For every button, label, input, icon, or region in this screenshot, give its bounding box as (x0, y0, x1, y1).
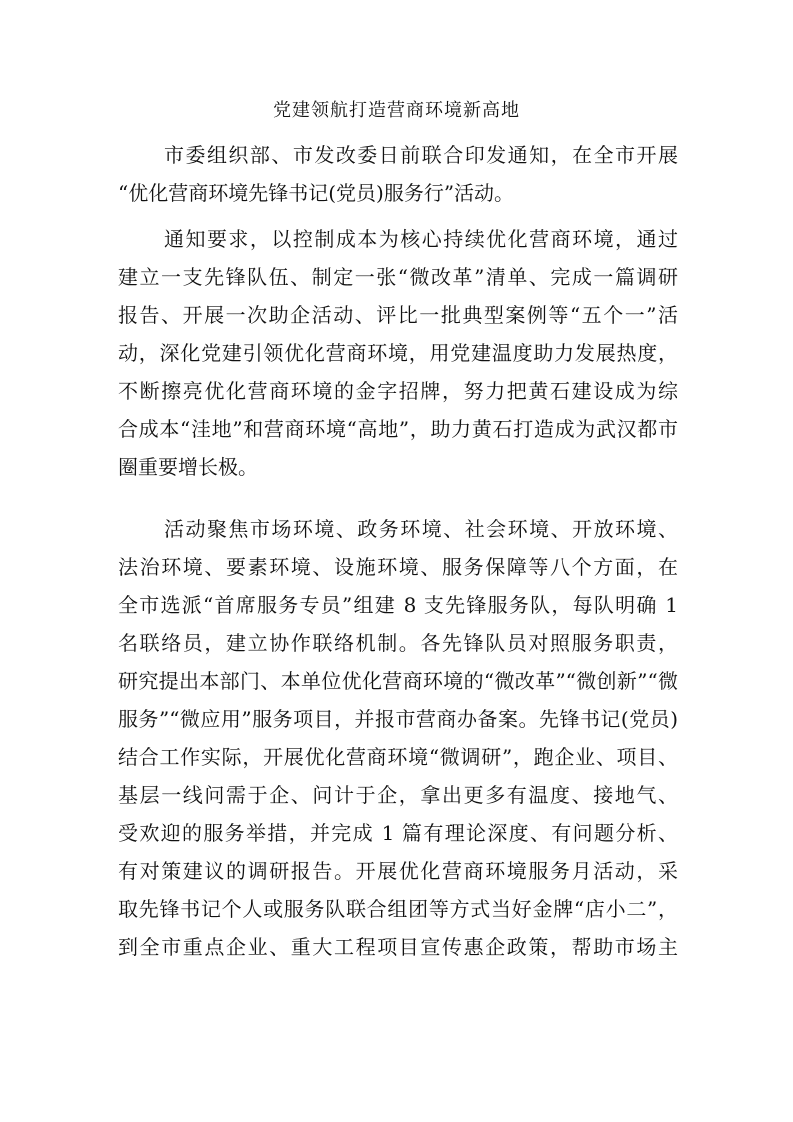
text-line: 圈重要增长极。 (118, 455, 258, 479)
text-line: 合成本“洼地”和营商环境“高地”，助力黄石打造成为武汉都市 (118, 417, 678, 441)
text-line: 到全市重点企业、重大工程项目宣传惠企政策，帮助市场主 (118, 935, 678, 959)
text-line: 有对策建议的调研报告。开展优化营商环境服务月活动，采 (118, 859, 678, 883)
text-line: 基层一线问需于企、问计于企，拿出更多有温度、接地气、 (118, 783, 678, 807)
text-line: 建立一支先锋队伍、制定一张“微改革”清单、完成一篇调研 (118, 265, 678, 289)
text-line: 动，深化党建引领优化营商环境，用党建温度助力发展热度， (118, 341, 678, 365)
text-line: 取先锋书记个人或服务队联合组团等方式当好金牌“店小二”， (118, 897, 678, 921)
text-line: 不断擦亮优化营商环境的金字招牌，努力把黄石建设成为综 (118, 379, 678, 403)
text-line: 活动聚焦市场环境、政务环境、社会环境、开放环境、 (164, 517, 678, 541)
text-line: 受欢迎的服务举措，并完成 1 篇有理论深度、有问题分析、 (118, 821, 678, 845)
text-line: 结合工作实际，开展优化营商环境“微调研”，跑企业、项目、 (118, 745, 678, 769)
text-line: 报告、开展一次助企活动、评比一批典型案例等“五个一”活 (118, 303, 678, 327)
document-title: 党建领航打造营商环境新高地 (273, 100, 520, 121)
text-line: 服务”“微应用”服务项目，并报市营商办备案。先锋书记(党员) (118, 707, 678, 731)
text-line: 全市选派“首席服务专员”组建 8 支先锋服务队，每队明确 1 (118, 593, 678, 617)
text-line: 通知要求，以控制成本为核心持续优化营商环境，通过 (164, 227, 678, 251)
text-line: 名联络员，建立协作联络机制。各先锋队员对照服务职责， (118, 631, 678, 655)
text-line: 市委组织部、市发改委日前联合印发通知，在全市开展 (164, 143, 678, 167)
text-line: 研究提出本部门、本单位优化营商环境的“微改革”“微创新”“微 (118, 669, 678, 693)
text-line: “优化营商环境先锋书记(党员)服务行”活动。 (118, 181, 515, 205)
text-line: 法治环境、要素环境、设施环境、服务保障等八个方面，在 (118, 555, 678, 579)
